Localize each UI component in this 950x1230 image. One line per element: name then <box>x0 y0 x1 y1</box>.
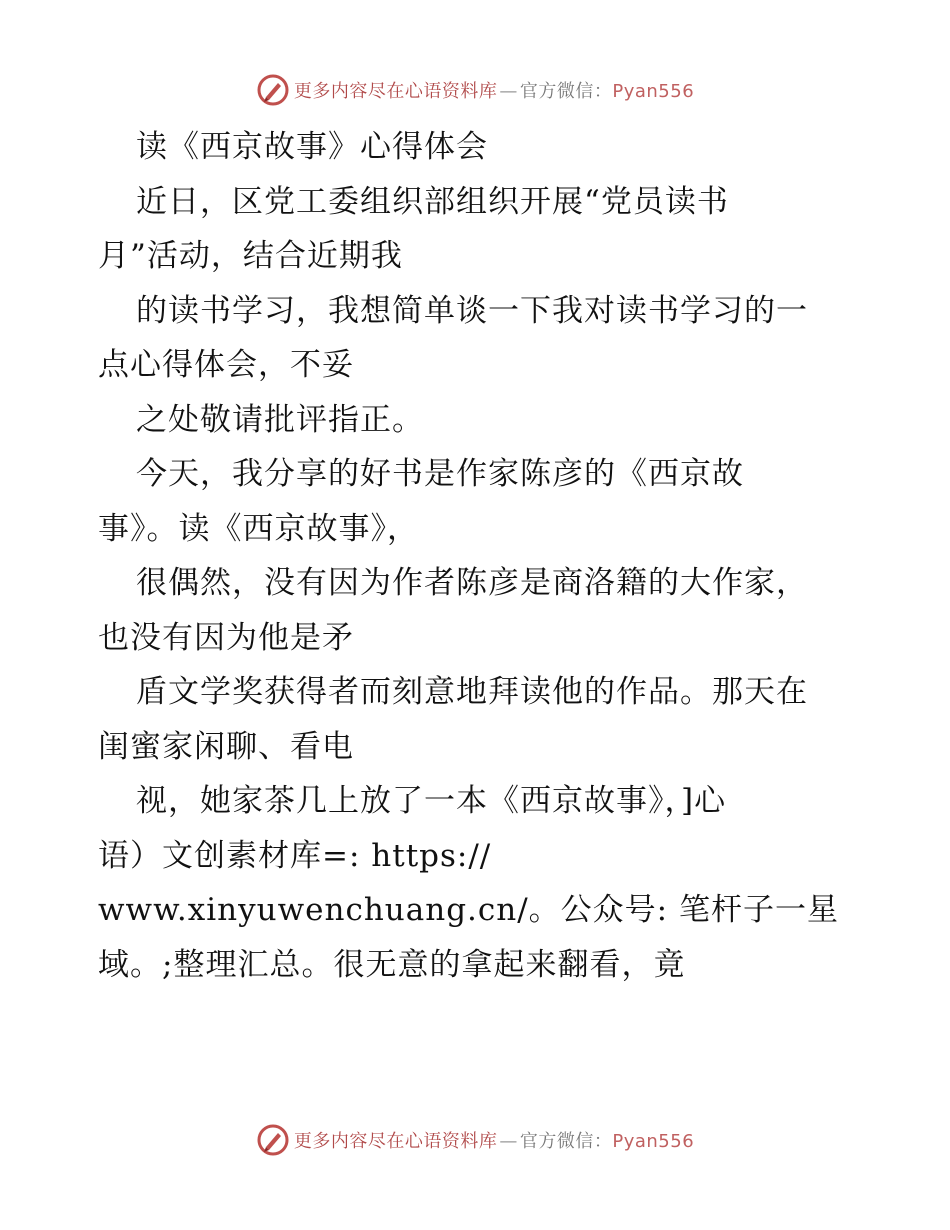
text-line: 事》。读《西京故事》， <box>98 510 419 547</box>
text-line: www.xinyuwenchuang.cn/。公众号: 笔杆子一星 <box>98 892 839 928</box>
pen-logo-icon <box>256 73 290 107</box>
text-line: 闺蜜家闲聊、看电 <box>98 728 354 765</box>
text-line: 语）文创素材库=: https:// <box>98 837 492 874</box>
text-line: 很偶然，没有因为作者陈彦是商洛籍的大作家， <box>136 565 808 601</box>
banner-wechat-label: 官方微信： <box>519 1131 613 1152</box>
banner-slogan: 更多内容尽在心语资料库 <box>293 81 498 102</box>
banner-text <box>294 77 694 103</box>
text-line: 也没有因为他是矛 <box>98 619 354 656</box>
banner-separator: — <box>499 1131 518 1152</box>
header-banner <box>0 70 950 110</box>
text-line: 盾文学奖获得者而刻意地拜读他的作品。那天在 <box>136 674 808 710</box>
text-line: 读《西京故事》心得体会 <box>136 129 488 165</box>
text-line: 的读书学习，我想简单谈一下我对读书学习的一 <box>136 292 808 329</box>
text-line: 近日，区党工委组织部组织开展“党员读书 <box>136 183 729 220</box>
footer-banner <box>0 1120 950 1160</box>
banner-slogan: 更多内容尽在心语资料库 <box>293 1131 498 1152</box>
banner-text <box>294 1127 694 1153</box>
pen-logo-icon <box>256 1123 290 1157</box>
text-line: 之处敬请批评指正。 <box>136 401 424 438</box>
text-line: 域。;整理汇总。很无意的拿起来翻看，竟 <box>98 946 686 983</box>
banner-wechat-id: Pyan556 <box>612 1131 695 1152</box>
document-body <box>98 120 858 992</box>
text-line: 视，她家茶几上放了一本《西京故事》，]心 <box>136 783 727 819</box>
text-line: 今天，我分享的好书是作家陈彦的《西京故 <box>136 456 744 492</box>
banner-wechat-id: Pyan556 <box>612 81 695 102</box>
text-line: 月”活动，结合近期我 <box>98 238 403 274</box>
banner-separator: — <box>499 81 518 102</box>
banner-wechat-label: 官方微信： <box>519 81 613 102</box>
text-line: 点心得体会，不妥 <box>98 347 354 383</box>
